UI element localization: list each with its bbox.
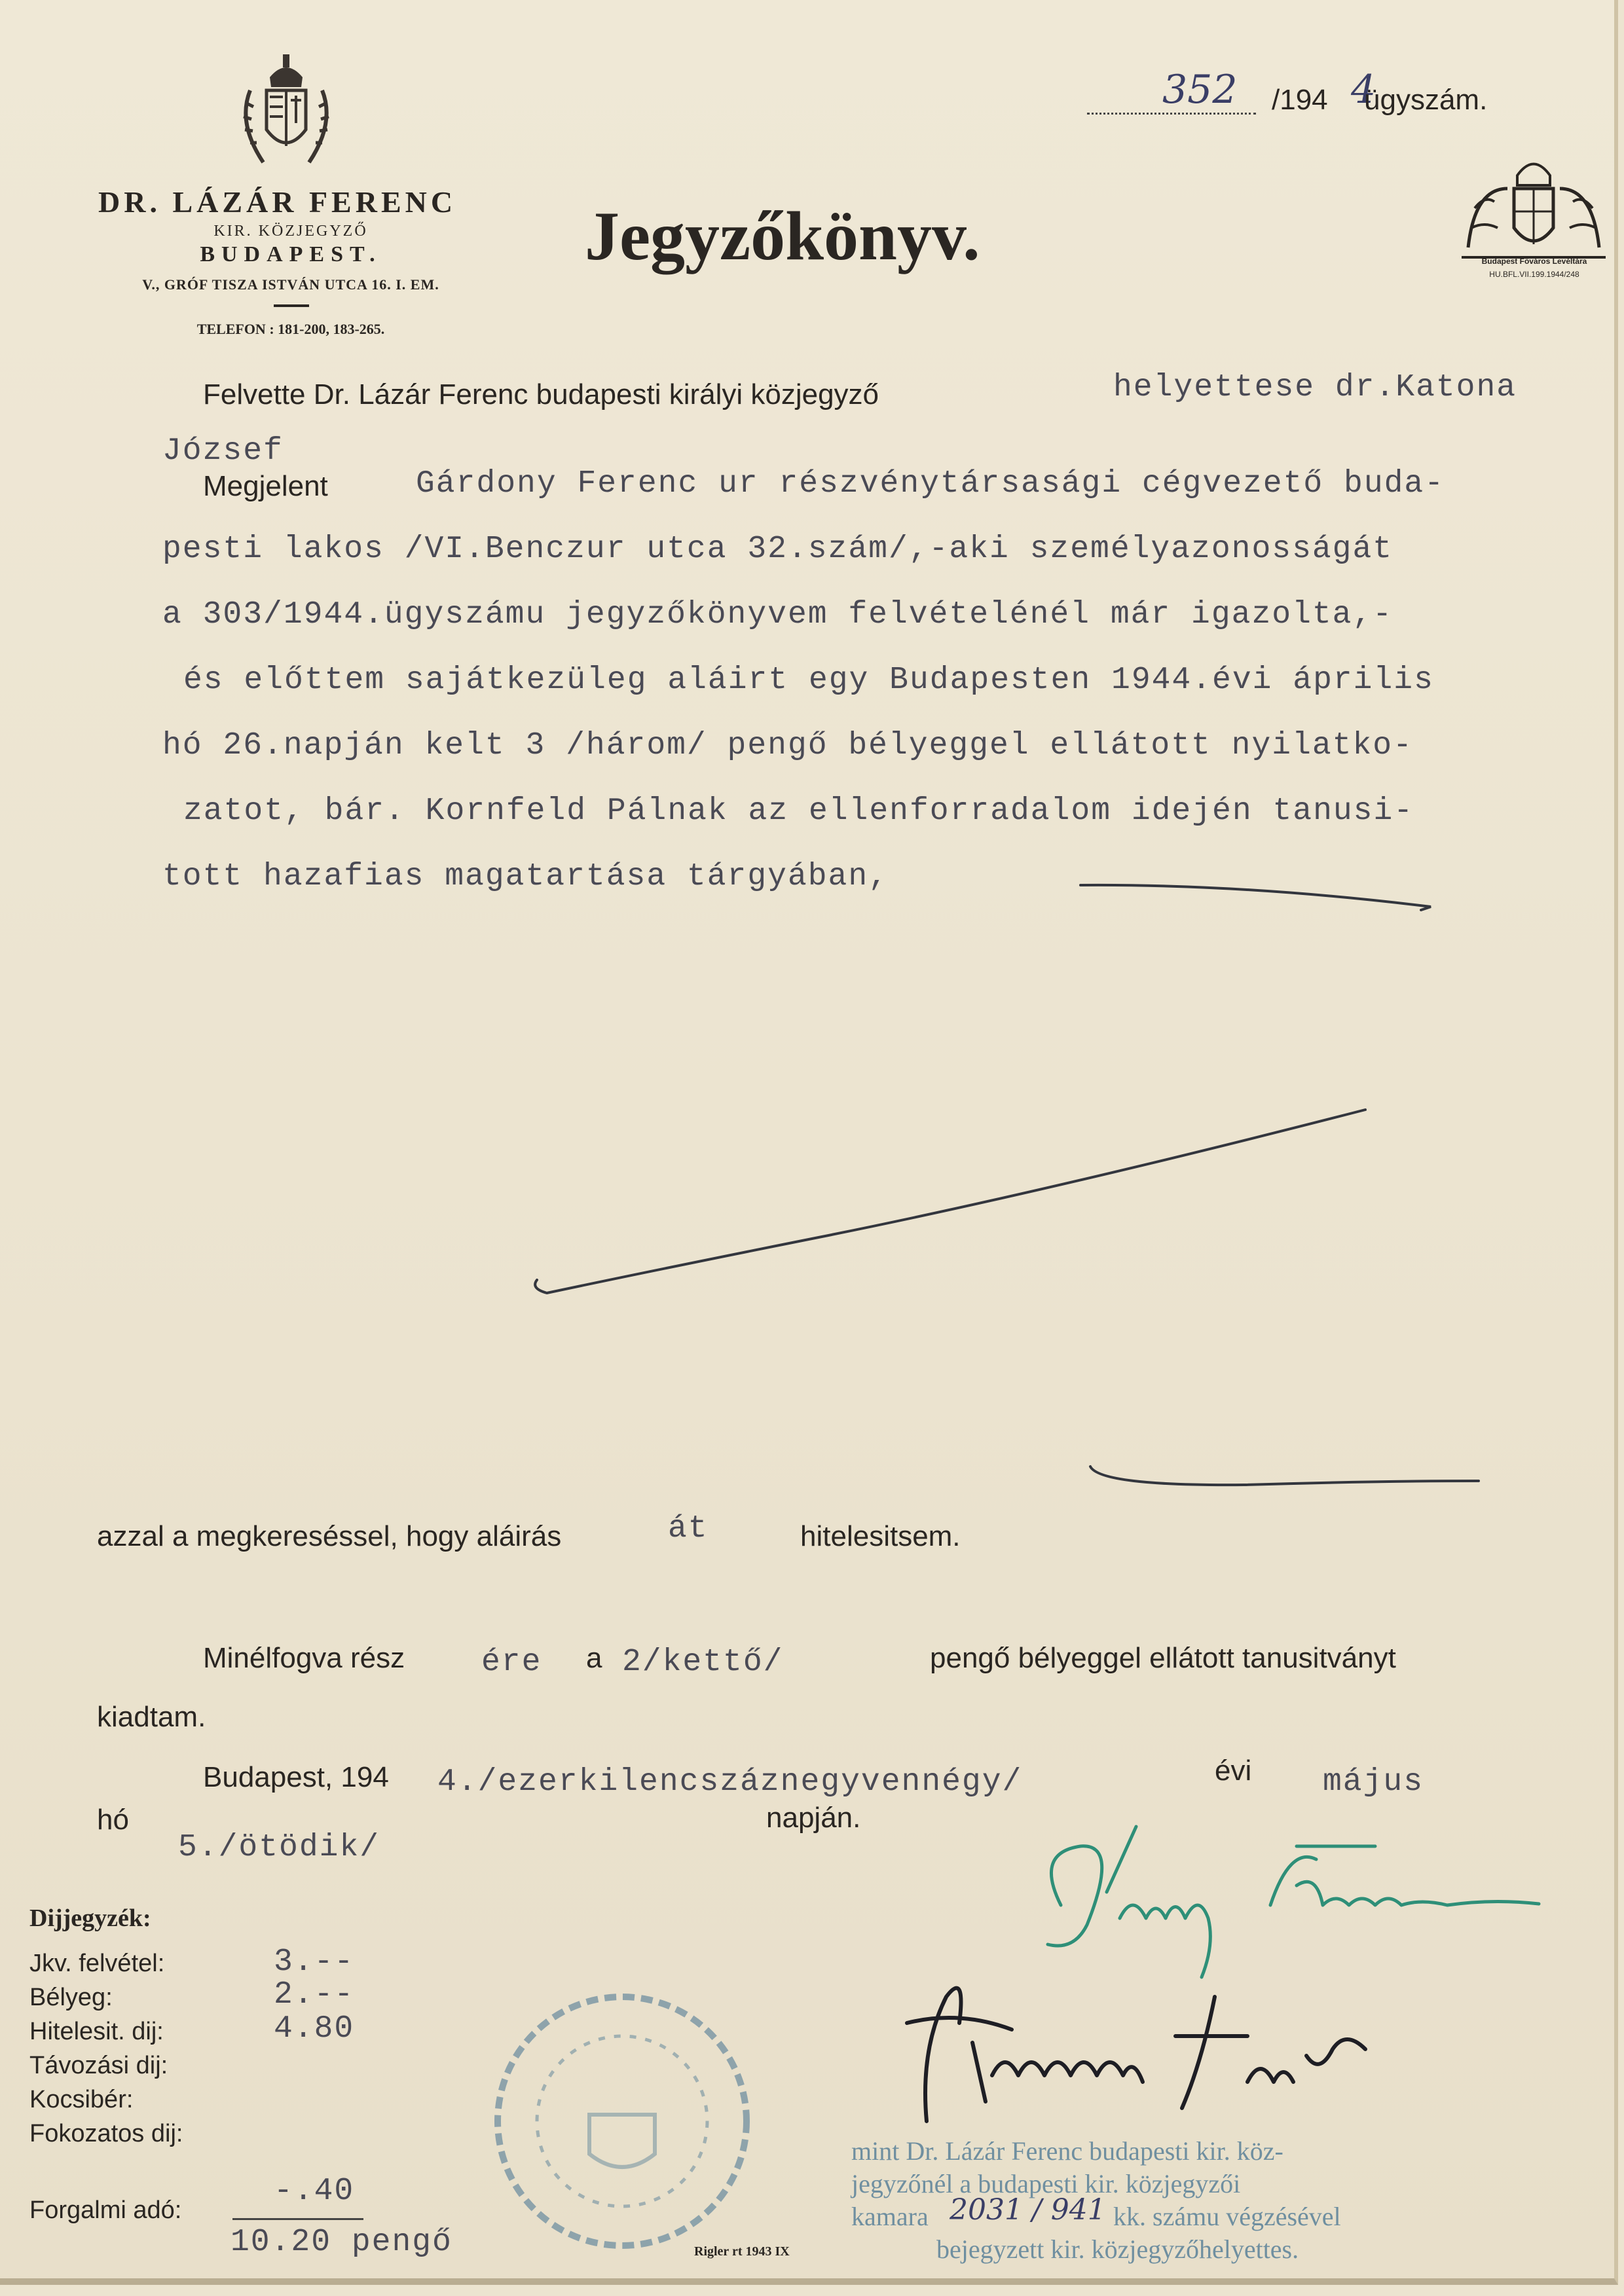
date-day: 5./ötödik/ xyxy=(178,1830,380,1865)
body-line-7: tott hazafias magatartása tárgyában, xyxy=(162,859,889,894)
sig-block-line-3a: kamara xyxy=(851,2202,929,2231)
signature-black xyxy=(894,1971,1437,2134)
fee-label-5: Kocsibér: xyxy=(29,2086,134,2113)
case-number: 352 xyxy=(1162,67,1238,113)
recorded-by-label: Felvette Dr. Lázár Ferenc budapesti királyi közjegyző xyxy=(203,378,879,410)
date-year-fill: 4./ezerkilencszáznegyvennégy/ xyxy=(437,1764,1023,1800)
fees-title: Dijjegyzék: xyxy=(29,1904,151,1932)
issued-mid: a xyxy=(586,1642,602,1674)
case-year-end: 4 xyxy=(1351,67,1376,113)
sig-block-number: 2031 / 941 xyxy=(950,2193,1106,2227)
issued-fill-1: ére xyxy=(481,1645,542,1680)
signature-green xyxy=(1008,1820,1552,1990)
body-line-4: és előttem sajátkezüleg aláirt egy Budapesten 1944.évi április xyxy=(183,663,1434,698)
tax-value: -.40 xyxy=(274,2174,355,2209)
sig-block-line-2: jegyzőnél a budapesti kir. közjegyzői xyxy=(851,2169,1241,2198)
fee-label-6: Fokozatos dij: xyxy=(29,2120,183,2147)
fee-label-4: Távozási dij: xyxy=(29,2052,168,2079)
notary-address: V., GRÓF TISZA ISTVÁN UTCA 16. I. EM. xyxy=(142,276,439,293)
request-prefix: azzal a megkereséssel, hogy aláirás xyxy=(97,1520,562,1552)
fee-total: 10.20 pengő xyxy=(231,2225,452,2260)
body-line-2: pesti lakos /VI.Benczur utca 32.szám/,-aki személyazonosságát xyxy=(162,532,1393,567)
archive-seal-icon xyxy=(1455,149,1612,267)
issued-prefix: Minélfogva rész xyxy=(203,1642,405,1674)
case-year-prefix: /194 xyxy=(1272,84,1328,116)
fee-label-1: Jkv. felvétel: xyxy=(29,1950,165,1977)
issued-line2: kiadtam. xyxy=(97,1701,206,1733)
notary-city: BUDAPEST. xyxy=(200,242,382,266)
issued-suffix: pengő bélyeggel ellátott tanusitványt xyxy=(930,1642,1396,1674)
fee-value-2: 2.-- xyxy=(274,1977,355,2013)
body-line-1: Gárdony Ferenc ur részvénytársasági cégvezető buda- xyxy=(416,466,1445,501)
case-number-label: ügyszám. xyxy=(1364,84,1488,116)
sig-block-line-4: bejegyzett kir. közjegyzőhelyettes. xyxy=(936,2234,1299,2264)
notary-title: KIR. KÖZJEGYZŐ xyxy=(213,223,368,240)
date-ho: hó xyxy=(97,1804,129,1836)
recorded-by-text: helyettese dr.Katona xyxy=(1113,370,1517,405)
fee-value-3: 4.80 xyxy=(274,2011,355,2047)
notary-name: DR. LÁZÁR FERENC xyxy=(98,185,457,219)
request-fill: át xyxy=(668,1511,709,1546)
notary-phone: TELEFON : 181-200, 183-265. xyxy=(196,321,385,337)
date-evi: évi xyxy=(1215,1755,1252,1787)
sig-block-line-3b: kk. számu végzésével xyxy=(1113,2202,1341,2231)
date-prefix: Budapest, 194 xyxy=(203,1761,389,1793)
fee-value-1: 3.-- xyxy=(274,1944,355,1980)
date-napjan: napján. xyxy=(766,1802,861,1834)
printer-mark: Rigler rt 1943 IX xyxy=(694,2244,790,2259)
notary-stamp-icon xyxy=(485,1984,760,2259)
body-line-5: hó 26.napján kelt 3 /három/ pengő bélyeggel ellátott nyilatko- xyxy=(162,728,1413,763)
coat-of-arms-icon xyxy=(231,51,342,175)
document-title: Jegyzőkönyv. xyxy=(585,198,980,274)
body-line-3: a 303/1944.ügyszámu jegyzőkönyvem felvételénél már igazolta,- xyxy=(162,597,1393,632)
header-divider xyxy=(274,304,309,307)
body-line-6: zatot, bár. Kornfeld Pálnak az ellenforradalom idején tanusi- xyxy=(183,793,1414,829)
fee-label-3: Hitelesit. dij: xyxy=(29,2018,164,2045)
appeared-label: Megjelent xyxy=(203,470,328,502)
issued-fill-2: 2/kettő/ xyxy=(622,1645,784,1680)
total-rule xyxy=(232,2218,363,2220)
sig-block-line-1: mint Dr. Lázár Ferenc budapesti kir. köz- xyxy=(851,2136,1283,2166)
tax-label: Forgalmi adó: xyxy=(29,2196,182,2224)
request-suffix: hitelesitsem. xyxy=(800,1520,961,1552)
date-month: május xyxy=(1323,1764,1424,1800)
recorded-by-text-2: József xyxy=(162,433,284,469)
fee-label-2: Bélyeg: xyxy=(29,1984,113,2011)
archive-id: HU.BFL.VII.199.1944/248 xyxy=(1489,270,1579,279)
archive-label: Budapest Főváros Levéltára xyxy=(1481,257,1587,266)
